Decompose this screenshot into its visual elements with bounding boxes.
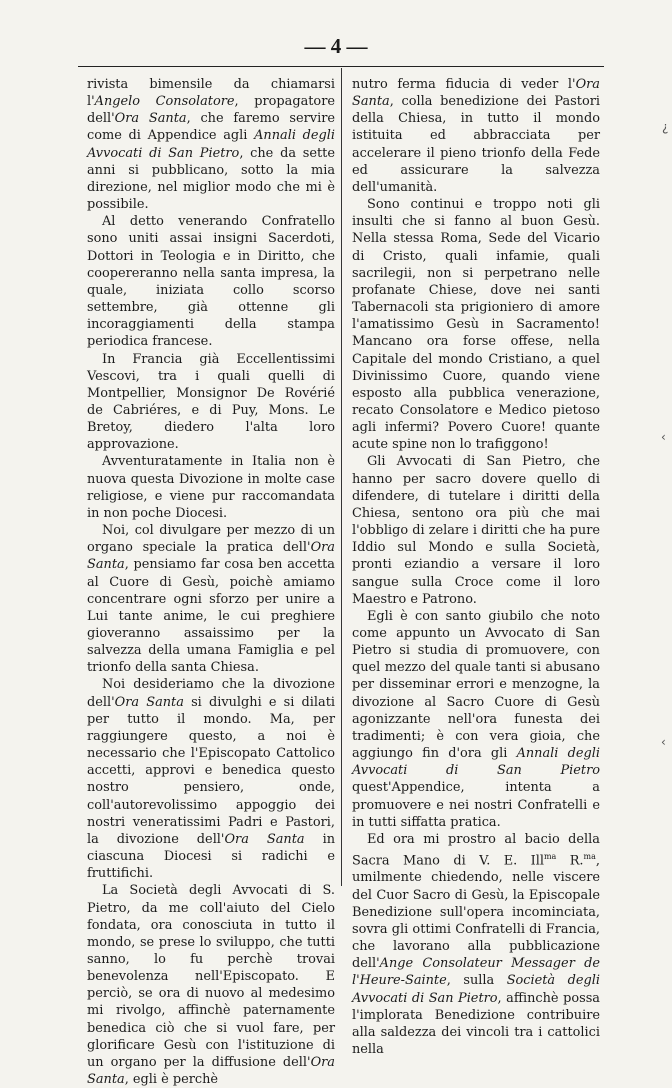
text-run: in ciascuna Diocesi si radichi e fruttifichi. xyxy=(87,831,335,882)
italic-title: Ora Santa xyxy=(352,77,600,110)
paragraph xyxy=(352,76,600,196)
italic-title: Angelo Consolatore xyxy=(94,94,235,110)
italic-title: Ora Santa xyxy=(224,831,305,847)
page-number: — 4 — xyxy=(304,34,368,58)
text-run: quest'Appendice, intenta a promuovere e nei nostri Confratelli e in tutti siffatta pratica. xyxy=(352,780,600,830)
italic-title: Annali degli Avvocati di San Pietro xyxy=(352,746,600,779)
text-run: Gli Avvocati di San Pietro, che hanno per sacro dovere quello di difendere, di tutelare i diritti della Chiesa, sentono ora più che mai l'obbligo di zelare i diritti che ha pure Iddio sul Mondo e sulla Società, pronti eziandio a versare il loro sangue sulla Croce come il loro Maestro e Patrono. xyxy=(352,454,601,607)
text-run: , affinchè possa l'implorata Benedizione contribuire alla saldezza dei vincoli tra i cattolici nella xyxy=(352,990,600,1058)
paragraph xyxy=(352,196,600,453)
paragraph xyxy=(87,351,335,454)
text-run: R. xyxy=(556,853,584,869)
paragraph xyxy=(87,76,335,213)
text-run: Noi desideriamo che la divozione dell' xyxy=(87,677,335,710)
paragraph xyxy=(87,453,335,522)
text-run: , che da sette anni si pubblicano, sotto la mia direzione, nel miglior modo che mi è possibile. xyxy=(87,145,335,213)
margin-mark: ‹ xyxy=(661,735,666,749)
text-run: nutro ferma fiducia di veder l' xyxy=(352,77,576,92)
paragraph xyxy=(352,831,600,1058)
text-run: , egli è perchè xyxy=(124,1072,219,1088)
paragraph xyxy=(87,213,335,350)
text-run: Avventuratamente in Italia non è nuova questa Divozione in molte case religiose, e viene pur raccomandata in non poche Diocesi. xyxy=(87,454,335,521)
text-run: , umilmente chiedendo, nelle viscere del Cuor Sacro di Gesù, la Episcopale Benedizione sull'opera incominciata, sovra gli ottimi Confratelli di Francia, che lavorano alla pubblicazione dell' xyxy=(352,853,600,972)
superscript: ma xyxy=(543,852,557,862)
text-run: , colla benedizione dei Pastori della Chiesa, in tutto il mondo istituita ed abbracciata per accelerare il pieno trionfo della Fede ed assicurare la salvezza dell'umanità. xyxy=(352,94,600,195)
paragraph xyxy=(352,453,600,607)
header-rule xyxy=(78,66,604,67)
text-run: La Società degli Avvocati di S. Pietro, da me coll'aiuto del Cielo fondata, ora conosciuta in tutto il mondo, se prese lo sviluppo, che tutti sanno, lo fu perchè trovai benevolenza nell'Episcopato. E perciò, se ora di nuovo al medesimo mi rivolgo, affinchè paternamente benedica ciò che si vuol fare, per glorificare Gesù con l'istituzione di un organo per la diffusione dell' xyxy=(87,883,335,1070)
column-divider xyxy=(341,68,342,886)
italic-title: Ora Santa xyxy=(114,694,184,710)
text-run: Egli è con santo giubilo che noto come appunto un Avvocato di San Pietro si studia di promuovere, con quel mezzo del quale tanti si abusano per disseminar errori e menzogne, la divozione al Sacro Cuore di Gesù agonizzante nell'ora funesta dei tradimenti; è con vera gioia, che aggiungo fin d'ora gli xyxy=(352,608,600,762)
italic-title: Società degli Avvocati di San Pietro xyxy=(352,973,600,1006)
paragraph xyxy=(87,676,335,882)
left-column xyxy=(87,76,335,1088)
text-run: , pensiamo far cosa ben accetta al Cuore di Gesù, poichè amiamo concentrare ogni sforzo per unire a Lui tante anime, le cui preghiere gioveranno assaissimo per la salvezza della umana Famiglia e pel trionfo della santa Chiesa. xyxy=(87,557,335,676)
italic-title: Ange Consolateur Messager de l'Heure-Sainte xyxy=(352,956,600,989)
text-run: , che faremo servire come di Appendice agli xyxy=(87,111,335,144)
margin-mark: ¿ xyxy=(662,120,669,134)
italic-title: Annali degli Avvocati di San Pietro xyxy=(87,128,335,161)
text-run: si divulghi e si dilati per tutto il mondo. Ma, per raggiungere questo, a noi è necessario che l'Episcopato Cattolico accetti, approvi e benedica questo nostro pensiero, onde, coll'autorevolissimo appoggio dei nostri veneratissimi Padri e Pastori, la divozione dell' xyxy=(87,694,335,847)
text-run: In Francia già Eccellentissimi Vescovi, tra i quali quelli di Montpellier, Monsignor De Rovérié de Cabriéres, e di Puy, Mons. Le Bretoy, diedero l'alta loro approvazione. xyxy=(87,351,335,453)
italic-title: Ora Santa xyxy=(87,1054,335,1088)
paragraph xyxy=(352,608,600,831)
text-run: Ed ora mi prostro al bacio della Sacra Mano di V. E. Ill xyxy=(352,831,600,869)
text-run: Sono continui e troppo noti gli insulti che si fanno al buon Gesù. Nella stessa Roma, Sede del Vicario di Cristo, quali infamie, quali sacrilegii, non si perpetrano nelle profanate Chiese, dove nei santi Tabernacoli sta prigioniero di amore l'amatissimo Gesù in Sacramento! Mancano ora forse offese, nella Capitale del mondo Cristiano, a quel Divinissimo Cuore, quando viene esposto alla pubblica venerazione, recato Consolatore e Medico pietoso agli infermi? Povero Cuore! quante acute spine non lo trafiggono! xyxy=(352,197,600,453)
superscript: ma xyxy=(583,852,596,862)
italic-title: Ora Santa xyxy=(87,540,335,573)
text-run: Al detto venerando Confratello sono uniti assai insigni Sacerdoti, Dottori in Teologia e in Diritto, che coopereranno nella santa impresa, la quale, iniziata collo scorso settembre, già ottenne gli incoraggiamenti della stampa periodica francese. xyxy=(87,214,335,350)
margin-mark: ‹ xyxy=(661,430,666,444)
paragraph xyxy=(87,522,335,676)
text-run: , propagatore dell' xyxy=(87,94,335,127)
text-run: , sulla xyxy=(446,973,507,989)
text-run: rivista bimensile da chiamarsi l' xyxy=(87,77,335,110)
paragraph xyxy=(87,882,335,1088)
italic-title: Ora Santa xyxy=(114,111,187,127)
text-run: Noi, col divulgare per mezzo di un organo speciale la pratica dell' xyxy=(87,523,335,556)
right-column xyxy=(352,76,600,1058)
